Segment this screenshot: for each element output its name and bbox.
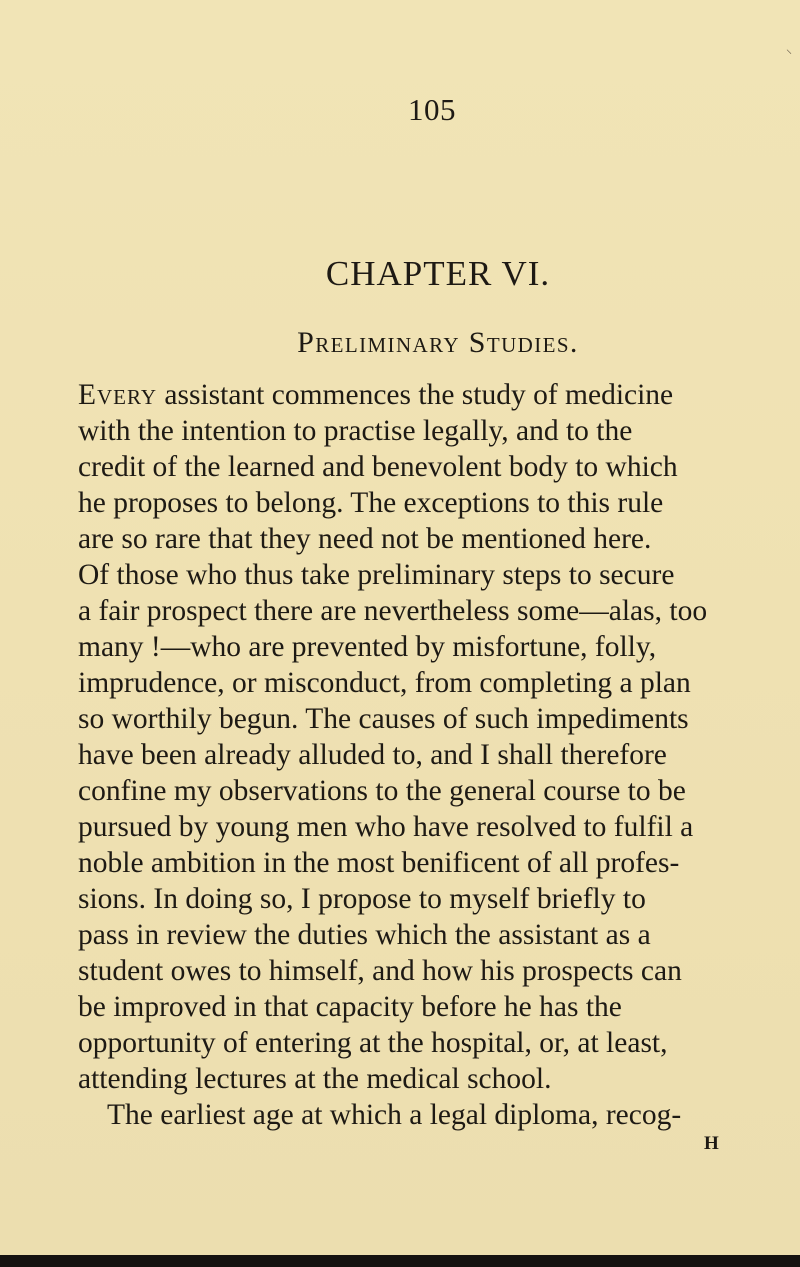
- bottom-edge-bar: [0, 1255, 800, 1267]
- text-line-9: imprudence, or misconduct, from completing a plan: [78, 667, 691, 699]
- text-line-4: he proposes to belong. The exceptions to this rule: [78, 487, 664, 519]
- section-title: Preliminary Studies.: [297, 326, 579, 359]
- signature-mark: H: [704, 1133, 720, 1154]
- text-line-21: The earliest age at which a legal diploma, recog-: [107, 1099, 682, 1131]
- text-line-1-rest: assistant commences the study of medicine: [157, 379, 674, 411]
- text-line-7: a fair prospect there are nevertheless some—alas, too: [78, 595, 708, 627]
- text-line-17: student owes to himself, and how his prospects can: [78, 955, 682, 987]
- text-line-2: with the intention to practise legally, and to the: [78, 415, 633, 447]
- text-line-8: many !—who are prevented by misfortune, folly,: [78, 631, 657, 663]
- text-line-20: attending lectures at the medical school.: [78, 1063, 552, 1095]
- text-line-10: so worthily begun. The causes of such impediments: [78, 703, 689, 735]
- text-line-1: [78, 377, 674, 413]
- text-line-3: credit of the learned and benevolent body to which: [78, 451, 678, 483]
- text-line-19: opportunity of entering at the hospital, or, at least,: [78, 1027, 668, 1059]
- text-line-18: be improved in that capacity before he has the: [78, 991, 622, 1023]
- text-line-12: confine my observations to the general course to be: [78, 775, 686, 807]
- text-line-15: sions. In doing so, I propose to myself briefly to: [78, 883, 646, 915]
- corner-mark: ⸜: [786, 42, 793, 56]
- text-line-13: pursued by young men who have resolved to fulfil a: [78, 811, 694, 843]
- chapter-title: CHAPTER VI.: [325, 254, 551, 293]
- page-number: 105: [408, 92, 456, 127]
- text-line-11: have been already alluded to, and I shall therefore: [78, 739, 667, 771]
- text-line-14: noble ambition in the most benificent of all profes-: [78, 847, 680, 879]
- text-line-16: pass in review the duties which the assistant as a: [78, 919, 651, 951]
- text-line-6: Of those who thus take preliminary steps to secure: [78, 559, 675, 591]
- first-word: Every: [78, 379, 158, 411]
- text-line-5: are so rare that they need not be mentioned here.: [78, 523, 652, 555]
